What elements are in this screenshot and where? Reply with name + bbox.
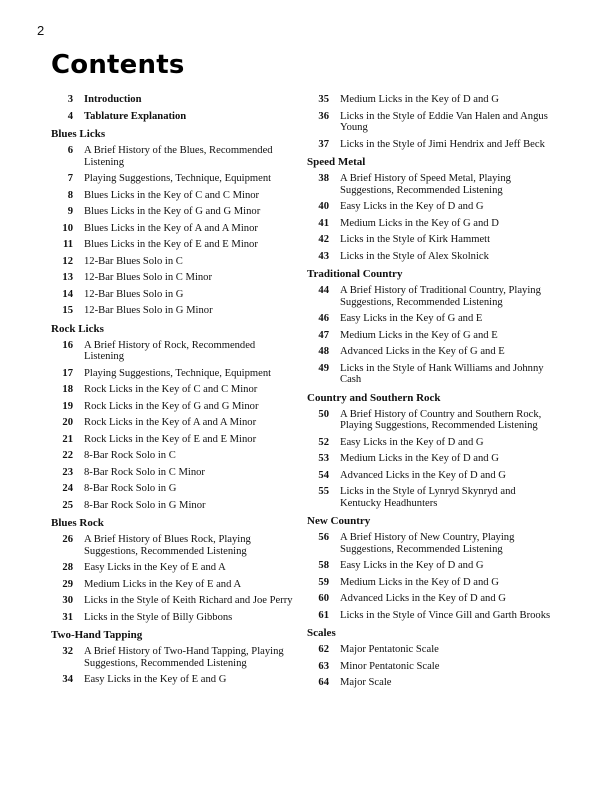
page-ref: 18: [62, 384, 73, 395]
entry-title: Major Scale: [340, 677, 392, 688]
page-ref: 6: [67, 145, 73, 156]
entry-title: Licks in the Style of Keith Richard and Joe Perry: [84, 595, 293, 606]
page-ref: 50: [318, 408, 329, 420]
section-heading: New Country: [307, 515, 371, 527]
page-ref: 28: [62, 562, 73, 573]
entry-title: Medium Licks in the Key of D and G: [340, 94, 499, 105]
contents-left-column: [51, 94, 296, 691]
toc-entry: [307, 532, 557, 555]
toc-entry: [51, 612, 296, 624]
page-ref: 13: [62, 272, 73, 283]
toc-entry: [51, 239, 296, 251]
entry-title: Minor Pentatonic Scale: [340, 660, 440, 672]
toc-entry: [51, 173, 296, 185]
toc-entry: [307, 437, 557, 449]
page-ref: 59: [318, 576, 329, 588]
page-ref: 22: [62, 450, 73, 461]
toc-entry: [307, 677, 557, 689]
toc-entry: [51, 145, 296, 168]
toc-entry: [51, 417, 296, 429]
page-ref: 19: [62, 400, 73, 412]
page-ref: 63: [318, 660, 329, 672]
toc-entry: [51, 483, 296, 495]
toc-entry: [307, 409, 557, 432]
toc-entry: [307, 111, 557, 134]
section-heading: Blues Rock: [51, 517, 104, 529]
entry-title: Playing Suggestions, Technique, Equipment: [84, 367, 272, 379]
page-ref: 20: [62, 417, 73, 428]
page-ref: 42: [318, 234, 329, 245]
toc-entry: [307, 139, 557, 151]
entry-title: A Brief History of Blues Rock, Playing Suggestions, Recommended Listening: [84, 534, 251, 557]
page-ref: 34: [62, 674, 73, 685]
page-ref: 41: [318, 217, 329, 229]
section-heading: Scales: [307, 627, 336, 639]
section-heading: Speed Metal: [307, 156, 366, 168]
entry-title: Licks in the Style of Billy Gibbons: [84, 611, 233, 623]
toc-entry: [307, 313, 557, 325]
entry-title: Licks in the Style of Hank Williams and Johnny Cash: [340, 362, 544, 385]
toc-entry: [307, 201, 557, 213]
entry-title: Tablature Explanation: [84, 110, 187, 122]
page-number: 2: [37, 23, 45, 38]
toc-entry: [307, 486, 557, 509]
toc-entry: [51, 289, 296, 301]
page-ref: 54: [318, 469, 329, 481]
entry-title: Medium Licks in the Key of D and G: [340, 576, 499, 588]
entry-title: Licks in the Style of Alex Skolnick: [340, 250, 489, 262]
toc-entry: [51, 190, 296, 202]
page-ref: 52: [318, 436, 329, 448]
toc-entry: [51, 401, 296, 413]
toc-entry: [307, 330, 557, 342]
toc-entry: [51, 305, 296, 317]
entry-title: Easy Licks in the Key of D and G: [340, 201, 484, 212]
entry-title: Rock Licks in the Key of G and G Minor: [84, 400, 259, 412]
section-heading: Rock Licks: [51, 322, 104, 335]
page-ref: 53: [318, 453, 329, 464]
page-ref: 4: [67, 110, 73, 122]
page-ref: 35: [318, 94, 329, 105]
page-ref: 49: [318, 362, 329, 374]
page-ref: 37: [318, 138, 329, 150]
entry-title: Advanced Licks in the Key of D and G: [340, 469, 506, 481]
entry-title: Easy Licks in the Key of D and G: [340, 560, 484, 571]
page-ref: 7: [67, 173, 73, 184]
toc-entry: [51, 94, 296, 106]
page-ref: 15: [62, 305, 73, 316]
entry-title: Blues Licks in the Key of C and C Minor: [84, 189, 260, 201]
entry-title: 12-Bar Blues Solo in G Minor: [84, 305, 213, 316]
page-ref: 12: [62, 255, 73, 267]
toc-entry: [307, 234, 557, 246]
page-ref: 61: [318, 609, 329, 621]
toc-entry: [307, 94, 557, 106]
page-ref: 43: [318, 250, 329, 262]
page-ref: 23: [62, 466, 73, 478]
entry-title: Easy Licks in the Key of E and A: [84, 562, 226, 573]
entry-title: A Brief History of Speed Metal, Playing Suggestions, Recommended Listening: [340, 173, 511, 196]
toc-entry: [51, 534, 296, 557]
toc-entry: [307, 218, 557, 230]
toc-entry: [51, 368, 296, 380]
entry-title: 8-Bar Rock Solo in G Minor: [84, 499, 206, 511]
page-ref: 58: [318, 560, 329, 571]
toc-entry: [51, 674, 296, 686]
section-heading: Blues Licks: [51, 128, 106, 140]
entry-title: Blues Licks in the Key of E and E Minor: [84, 239, 258, 250]
toc-entry: [307, 453, 557, 465]
toc-entry: [51, 579, 296, 591]
page-ref: 29: [62, 578, 73, 590]
toc-entry: [307, 251, 557, 263]
toc-entry: [307, 560, 557, 572]
page-ref: 48: [318, 346, 329, 357]
toc-entry: [51, 223, 296, 235]
entry-title: 12-Bar Blues Solo in C: [84, 255, 183, 267]
toc-entry: [307, 470, 557, 482]
entry-title: A Brief History of Country and Southern Rock, Playing Suggestions, Recommended Listening: [340, 408, 542, 431]
toc-entry: [51, 467, 296, 479]
page-ref: 8: [67, 189, 73, 201]
page-ref: 30: [62, 595, 73, 606]
toc-entry: [51, 256, 296, 268]
entry-title: 8-Bar Rock Solo in G: [84, 483, 177, 494]
toc-entry: [51, 111, 296, 123]
page-title: Contents: [51, 50, 185, 80]
entry-title: Introduction: [84, 94, 142, 105]
toc-entry: [307, 644, 557, 656]
entry-title: Medium Licks in the Key of G and D: [340, 217, 499, 229]
section-heading: Traditional Country: [307, 268, 403, 280]
entry-title: Blues Licks in the Key of A and A Minor: [84, 222, 258, 234]
toc-entry: [51, 595, 296, 607]
entry-title: Rock Licks in the Key of C and C Minor: [84, 384, 258, 395]
entry-title: Licks in the Style of Kirk Hammett: [340, 234, 491, 245]
page-ref: 36: [318, 110, 329, 122]
page-ref: 31: [62, 611, 73, 623]
toc-entry: [307, 285, 557, 308]
entry-title: Blues Licks in the Key of G and G Minor: [84, 206, 261, 217]
toc-entry: [307, 577, 557, 589]
entry-title: 8-Bar Rock Solo in C Minor: [84, 466, 205, 478]
entry-title: Licks in the Style of Lynryd Skynryd and Kentucky Headhunters: [340, 486, 516, 509]
page-ref: 9: [67, 206, 73, 217]
entry-title: Licks in the Style of Eddie Van Halen and Angus Young: [340, 110, 548, 133]
toc-entry: [51, 562, 296, 574]
page-ref: 25: [62, 499, 73, 511]
entry-title: Easy Licks in the Key of G and E: [340, 313, 483, 324]
entry-title: Medium Licks in the Key of G and E: [340, 329, 498, 341]
page-ref: 55: [318, 486, 329, 497]
entry-title: Licks in the Style of Vince Gill and Garth Brooks: [340, 609, 551, 621]
page-ref: 62: [318, 644, 329, 655]
entry-title: A Brief History of Two-Hand Tapping, Playing Suggestions, Recommended Listening: [84, 646, 284, 669]
toc-entry: [307, 173, 557, 196]
page-ref: 10: [62, 222, 73, 234]
section-heading: Two-Hand Tapping: [51, 629, 143, 641]
page-ref: 17: [62, 367, 73, 379]
entry-title: 8-Bar Rock Solo in C: [84, 450, 176, 461]
page-ref: 44: [318, 285, 329, 296]
page-ref: 11: [62, 239, 73, 250]
page-ref: 24: [62, 483, 73, 494]
entry-title: Easy Licks in the Key of E and G: [84, 674, 227, 685]
entry-title: 12-Bar Blues Solo in C Minor: [84, 272, 213, 283]
toc-entry: [307, 363, 557, 386]
toc-entry: [51, 384, 296, 396]
toc-entry: [51, 272, 296, 284]
toc-entry: [51, 646, 296, 669]
toc-entry: [307, 593, 557, 605]
entry-title: Easy Licks in the Key of D and G: [340, 436, 484, 448]
toc-entry: [51, 434, 296, 446]
page-ref: 38: [318, 173, 329, 184]
toc-entry: [51, 500, 296, 512]
toc-entry: [307, 610, 557, 622]
entry-title: Major Pentatonic Scale: [340, 644, 439, 655]
entry-title: Medium Licks in the Key of D and G: [340, 453, 499, 464]
page-ref: 60: [318, 593, 329, 604]
entry-title: Playing Suggestions, Technique, Equipment: [84, 173, 272, 184]
section-heading: Country and Southern Rock: [307, 391, 441, 404]
toc-entry: [307, 346, 557, 358]
entry-title: Advanced Licks in the Key of G and E: [340, 346, 505, 357]
toc-entry: [307, 661, 557, 673]
page-ref: 3: [67, 94, 73, 105]
page-ref: 56: [318, 532, 329, 543]
page-ref: 14: [62, 288, 73, 300]
entry-title: 12-Bar Blues Solo in G: [84, 288, 184, 300]
entry-title: Rock Licks in the Key of A and A Minor: [84, 417, 257, 428]
entry-title: Licks in the Style of Jimi Hendrix and Jeff Beck: [340, 138, 545, 150]
page-ref: 40: [318, 201, 329, 212]
page-ref: 47: [318, 329, 329, 341]
page-ref: 26: [62, 534, 73, 545]
entry-title: A Brief History of the Blues, Recommended Listening: [84, 145, 273, 168]
page-ref: 64: [318, 677, 329, 688]
entry-title: A Brief History of Rock, Recommended Listening: [84, 339, 256, 362]
contents-right-column: [307, 94, 557, 694]
page-ref: 21: [62, 433, 73, 445]
page-ref: 46: [318, 313, 329, 324]
toc-entry: [51, 450, 296, 462]
toc-entry: [51, 206, 296, 218]
entry-title: Advanced Licks in the Key of D and G: [340, 593, 506, 604]
entry-title: A Brief History of Traditional Country, Playing Suggestions, Recommended Listening: [340, 285, 541, 308]
entry-title: Medium Licks in the Key of E and A: [84, 578, 242, 590]
entry-title: A Brief History of New Country, Playing Suggestions, Recommended Listening: [340, 532, 515, 555]
toc-entry: [51, 340, 296, 363]
page-ref: 32: [62, 646, 73, 657]
entry-title: Rock Licks in the Key of E and E Minor: [84, 433, 257, 445]
page-ref: 16: [62, 339, 73, 351]
